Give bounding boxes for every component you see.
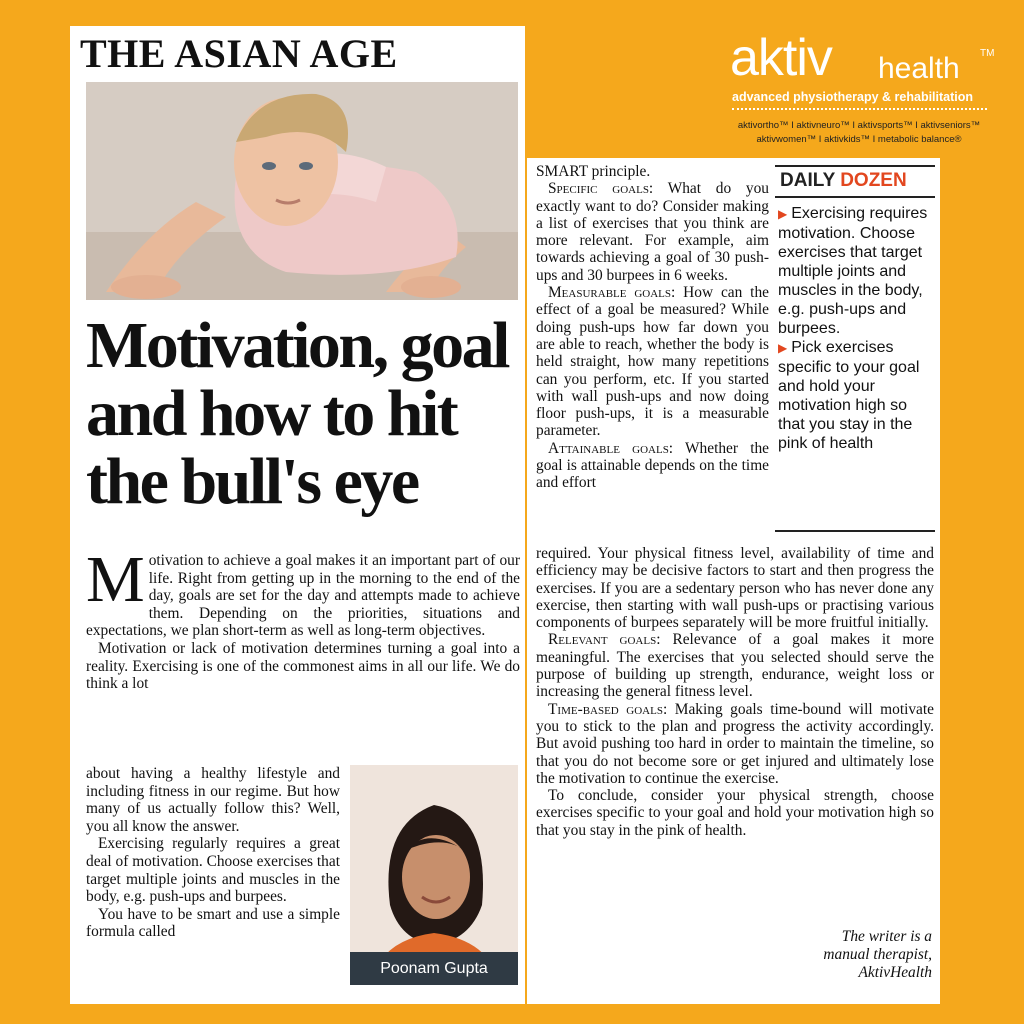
paragraph: Motivation or lack of motivation determines turning a goal into a reality. Exercising is one of the commonest aims in all our life. We do think a lot — [86, 639, 520, 693]
logo-dotted-divider — [732, 108, 987, 110]
paragraph — [536, 440, 769, 492]
title-part: DAILY — [780, 170, 835, 191]
article-body-left-narrow — [86, 765, 340, 941]
paragraph-text: otivation to achieve a goal makes it an important part of our life. Right from getting up in the morning to the end of the day, goals are set for the day and attempts made to achieve them. Depending on the priorities, situations and expectations, we plan short-term as well as long-term objectives. — [86, 552, 520, 640]
daily-dozen-box — [778, 204, 936, 453]
logo-brand-main: aktiv — [730, 29, 832, 87]
divider — [775, 530, 935, 532]
divider — [775, 165, 935, 167]
paragraph — [536, 180, 769, 284]
paragraph: To conclude, consider your physical strength, choose exercises specific to your goal and hold your motivation high so that you stay in the pink of health. — [536, 787, 934, 839]
logo-services-line: aktivwomen™ I aktivkids™ I metabolic balance® — [756, 134, 962, 145]
bullet-triangle-icon: ▶ — [778, 207, 788, 221]
paragraph — [536, 284, 769, 440]
logo-services-line: aktivortho™ I aktivneuro™ I aktivsports™ I aktivseniors™ — [737, 120, 981, 131]
paragraph — [86, 543, 520, 640]
paragraph-text: Whether the goal is attainable depends on the time and effort — [536, 439, 769, 492]
author-caption: Poonam Gupta — [350, 952, 518, 985]
byline-line: AktivHealth — [858, 964, 932, 981]
section-label: Measurable goals: — [548, 284, 676, 302]
list-item — [778, 338, 936, 453]
article-body-right-bottom — [536, 545, 934, 839]
paragraph-text: How can the effect of a goal be measured? While doing push-ups how far down you are able to reach, whether the body is held straight, how many repetitions can you perform, etc. If you started with wall push-ups and now doing floor push-ups, it is a measurable parameter. — [536, 284, 769, 440]
section-label: Relevant goals: — [548, 631, 661, 649]
pushup-photo — [86, 82, 518, 300]
paragraph: Exercising regularly requires a great deal of motivation. Choose exercises that target multiple joints and muscles in the body, e.g. push-ups and burpees. — [86, 835, 340, 906]
newspaper-masthead: THE ASIAN AGE — [80, 31, 398, 76]
paragraph: about having a healthy lifestyle and including fitness in our regime. But how many of us actually follow this? Well, you all know the answer. — [86, 765, 340, 835]
paragraph-text: Making goals time-bound will motivate you to stick to the plan and progress the activity accordingly. But avoid pushing too hard in order to maintain the timeline, so that you do not become sore or get injured and ultimately lose the motivation to continue the exercise. — [536, 700, 935, 787]
byline-line: manual therapist, — [823, 946, 932, 963]
paragraph-text: What do you exactly want to do? Consider making a list of exercises that you think are more relevant. For example, aim towards achieving a goal of 30 push-ups and 30 burpees in 6 weeks. — [536, 180, 769, 284]
paragraph-text: Relevance of a goal makes it more meaningful. The exercises that you selected should serve the purpose of building up strength, endurance, weight loss or increasing the general fitness level. — [536, 631, 934, 701]
article-body-left — [86, 543, 520, 693]
title-part-red: DOZEN — [840, 170, 907, 191]
aktivhealth-logo — [730, 28, 1000, 158]
paragraph: You have to be smart and use a simple formula called — [86, 905, 340, 941]
section-label: Time-based goals: — [548, 700, 668, 718]
byline-line: The writer is a — [841, 928, 932, 945]
logo-brand-sub: health — [878, 52, 960, 85]
daily-dozen-title — [780, 170, 907, 192]
section-label: Attainable goals: — [548, 439, 674, 457]
paragraph — [536, 701, 934, 787]
logo-tagline: advanced physiotherapy & rehabilitation — [732, 90, 974, 104]
logo-trademark: TM — [980, 48, 995, 59]
article-headline: Motivation, goal and how to hit the bull's eye — [86, 309, 508, 518]
bullet-text: Pick exercises specific to your goal and hold your motivation high so that you stay in the pink of health — [778, 339, 920, 452]
section-label: Specific goals: — [548, 180, 654, 198]
writer-byline — [690, 928, 932, 982]
bullet-triangle-icon: ▶ — [778, 341, 788, 355]
article-body-right-top — [536, 163, 769, 492]
paragraph: SMART principle. — [536, 163, 651, 180]
divider — [775, 196, 935, 198]
bullet-text: Exercising requires motivation. Choose exercises that target multiple joints and muscles in the body, e.g. push-ups and burpees. — [778, 205, 928, 337]
paragraph: required. Your physical fitness level, availability of time and efficiency may be decisive factors to start and then progress the exercises. If you are a sedentary person who has never done any exercise, then starting with wall push-ups or practising various components of burpees separately will be more fruitful initially. — [536, 545, 934, 632]
list-item — [778, 204, 936, 338]
drop-cap: M — [86, 543, 145, 616]
paragraph — [536, 631, 934, 700]
